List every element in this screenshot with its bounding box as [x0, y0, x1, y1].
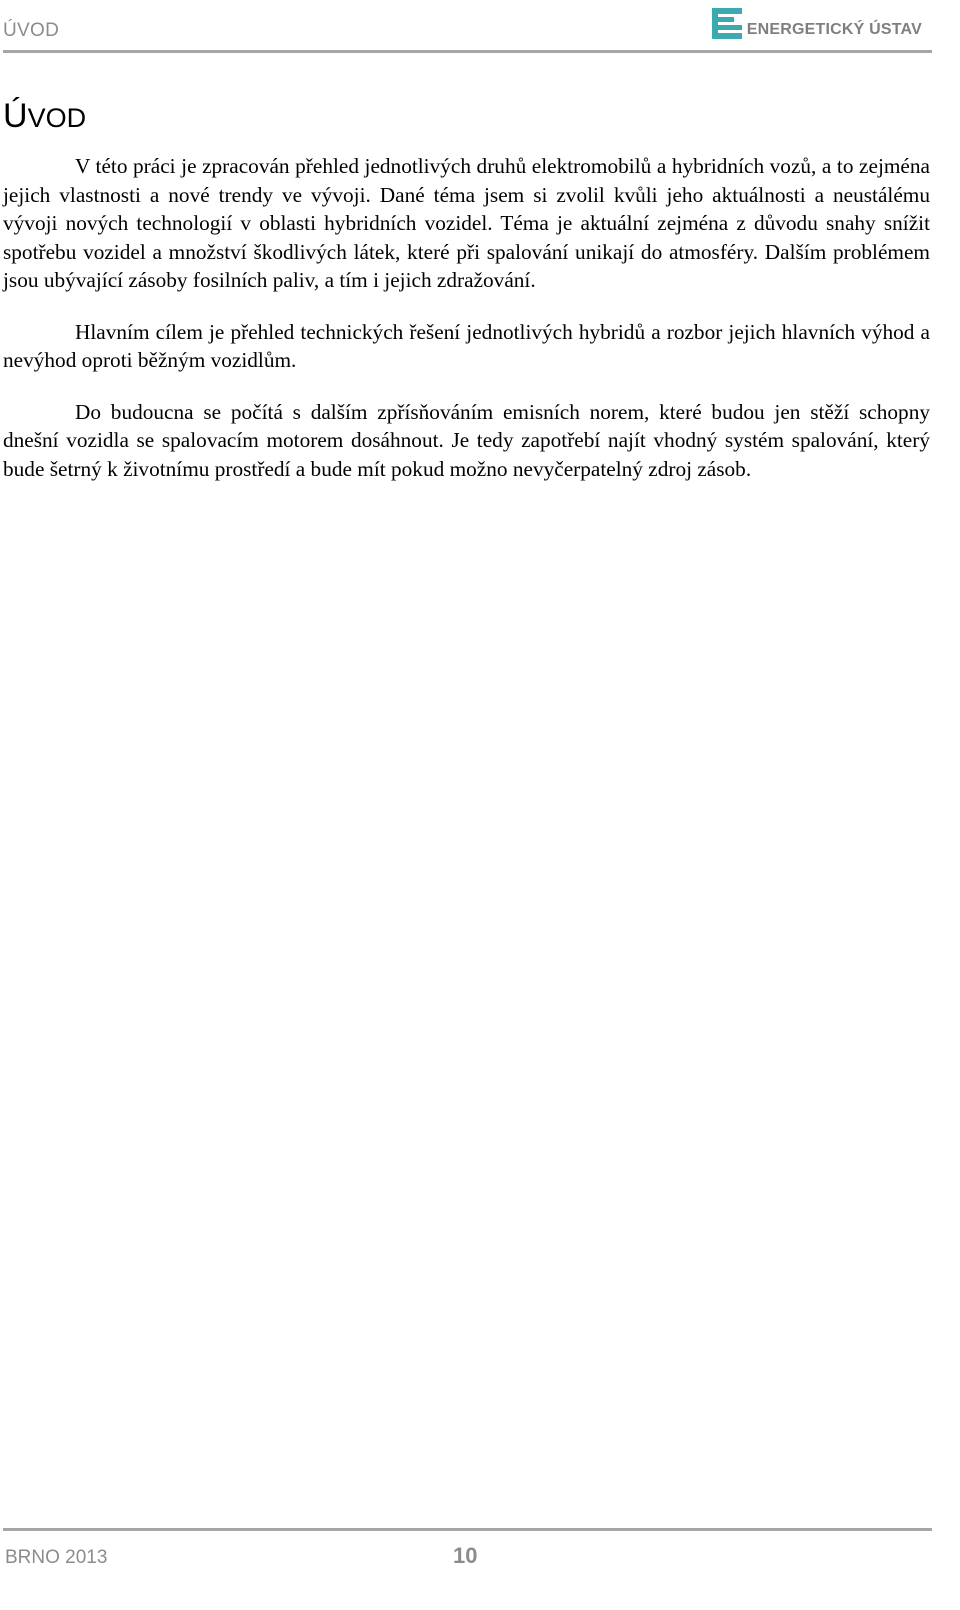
page-number: 10 — [453, 1543, 478, 1568]
energy-institute-logo-icon — [712, 8, 742, 40]
paragraph-1: V této práci je zpracován přehled jednotlivých druhů elektromobilů a hybridních vozů, a to zejména jejich vlastnosti a nové trendy ve vývoji. Dané téma jsem si zvolil kvůli jeho aktuálnosti a neustálému vývoji nových technologií v oblasti hybridních vozidel. Téma je aktuální zejména z důvodu snahy snížit spotřebu vozidel a množství škodlivých látek, které při spalování unikají do atmosféry. Dalším problémem jsou ubývající zásoby fosilních paliv, a tím i jejich zdražování. — [3, 154, 930, 292]
logo-text: ENERGETICKÝ ÚSTAV — [746, 21, 922, 38]
institute-logo — [712, 6, 922, 42]
chapter-title — [3, 96, 86, 138]
body-text — [3, 152, 930, 506]
page-header — [3, 0, 932, 56]
chapter-title-initial: Ú — [3, 97, 28, 135]
paragraph-3: Do budoucna se počítá s dalším zpřísňováním emisních norem, které budou jen stěží schopny dnešní vozidla se spalovacím motorem dosáhnout. Je tedy zapotřebí najít vhodný systém spalování, který bude šetrný k životnímu prostředí a bude mít pokud možno nevyčerpatelný zdroj zásob. — [3, 399, 930, 481]
chapter-title-rest: VOD — [27, 103, 87, 133]
footer-divider — [3, 1528, 932, 1531]
header-divider — [3, 50, 932, 53]
running-header-title: ÚVOD — [3, 20, 60, 41]
footer-place-year: BRNO 2013 — [5, 1547, 108, 1568]
paragraph-2: Hlavním cílem je přehled technických řešení jednotlivých hybridů a rozbor jejich hlavních výhod a nevýhod oproti běžným vozidlům. — [3, 319, 930, 372]
